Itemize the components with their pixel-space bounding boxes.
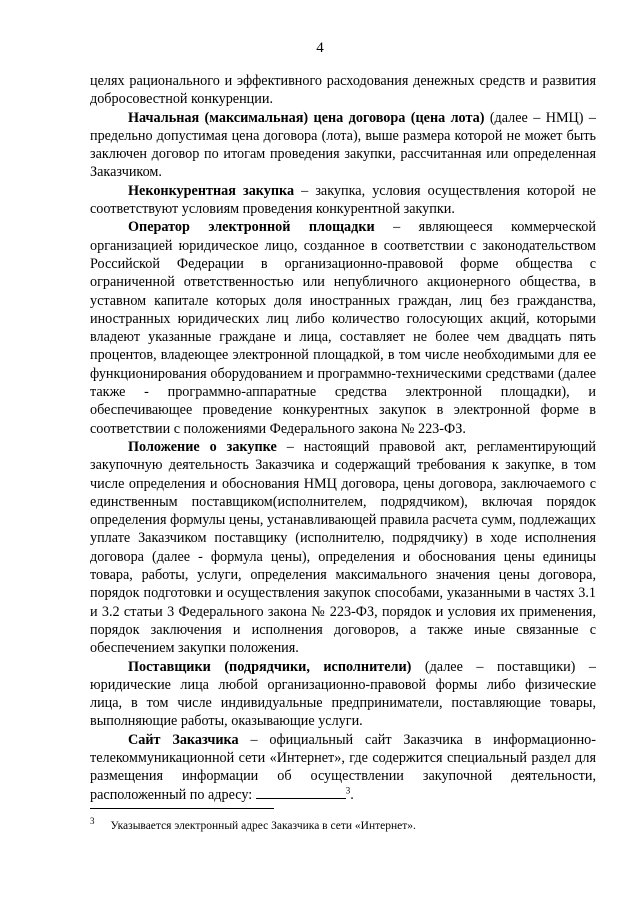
definition-term: Оператор электронной площадки bbox=[128, 219, 375, 236]
definition-nmc bbox=[90, 109, 596, 182]
footnote-reference: 3 bbox=[345, 784, 351, 795]
footnote-mark: 3 bbox=[90, 816, 95, 826]
definition-term: Поставщики (подрядчики, исполнители) bbox=[128, 658, 412, 675]
footnote bbox=[90, 814, 596, 833]
definition-term: Сайт Заказчика bbox=[128, 731, 239, 748]
definition-term: Начальная (максимальная) цена договора (цена лота) bbox=[128, 109, 485, 126]
footnote-divider bbox=[90, 808, 274, 809]
footnote-text: Указывается электронный адрес Заказчика в сети «Интернет». bbox=[110, 819, 416, 832]
definition-term: Положение о закупке bbox=[128, 438, 277, 455]
address-blank bbox=[256, 786, 346, 799]
definition-nonconcurrent bbox=[90, 182, 596, 219]
definition-site bbox=[90, 731, 596, 804]
page-number: 4 bbox=[316, 40, 324, 56]
definition-text: – являющееся коммерческой организацией юридическое лицо, созданное в соответствии с законодательством Российской Федерации в организационно-правовой форме общества с ограниченной ответственностью или непубличного акционерного общества, в уставном капитале которых доля иностранных граждан, лиц без гражданства, иностранных юридических лиц либо количество голосующих акций, которыми владеют указанные граждане и лица, составляет не более чем двадцать пять процентов, владеющее электронной площадкой, в том числе необходимыми для ее функционирования оборудованием и программно-техническими средствами (далее также - программно-аппаратные средства электронной площадки), и обеспечивающее проведение конкурентных закупок в электронной форме в соответствии с положениями Федерального закона № 223-ФЗ. bbox=[90, 219, 596, 437]
definition-text: (далее – НМЦ) – предельно допустимая цена договора (лота), выше размера которой не может быть заключен договор по итогам проведения закупки, рассчитанная или определенная Заказчиком. bbox=[90, 109, 596, 181]
sentence-end: . bbox=[350, 786, 354, 803]
definition-text: (далее – поставщики) – юридические лица любой организационно-правовой формы либо физические лица, в том числе индивидуальные предприниматели, поставляющие товары, выполняющие работы, оказывающие услуги. bbox=[90, 658, 596, 730]
definition-regulation bbox=[90, 438, 596, 658]
definition-text: – официальный сайт Заказчика в информационно-телекоммуникационной сети «Интернет», где содержится специальный раздел для размещения информации об осуществлении закупочной деятельности, расположенный по адресу: bbox=[90, 731, 596, 803]
document-body bbox=[90, 72, 596, 804]
definition-term: Неконкурентная закупка bbox=[128, 182, 295, 199]
intro-paragraph: целях рационального и эффективного расходования денежных средств и развития добросовестной конкуренции. bbox=[90, 73, 596, 108]
definition-operator bbox=[90, 218, 596, 438]
definition-text: – настоящий правовой акт, регламентирующий закупочную деятельность Заказчика и содержащий требования к закупке, в том числе определения и обоснования НМЦ договора, цены договора, заключаемого с единственным поставщиком(исполнителем, подрядчиком), включая порядок определения формулы цены, устанавливающей правила расчета сумм, подлежащих уплате Заказчиком поставщику (исполнителю, подрядчику) в ходе исполнения договора (далее - формула цены), определения и обоснования цены единицы товара, работы, услуги, определения максимального значения цены договора, порядок подготовки и осуществления закупок способами, указанными в частях 3.1 и 3.2 статьи 3 Федерального закона № 223-ФЗ, порядок и условия их применения, порядок заключения и исполнения договоров, а также иные связанные с обеспечением закупки положения. bbox=[90, 438, 597, 657]
definition-text: – закупка, условия осуществления которой не соответствуют условиям проведения конкурентной закупки. bbox=[90, 182, 596, 218]
definition-suppliers bbox=[90, 658, 596, 731]
